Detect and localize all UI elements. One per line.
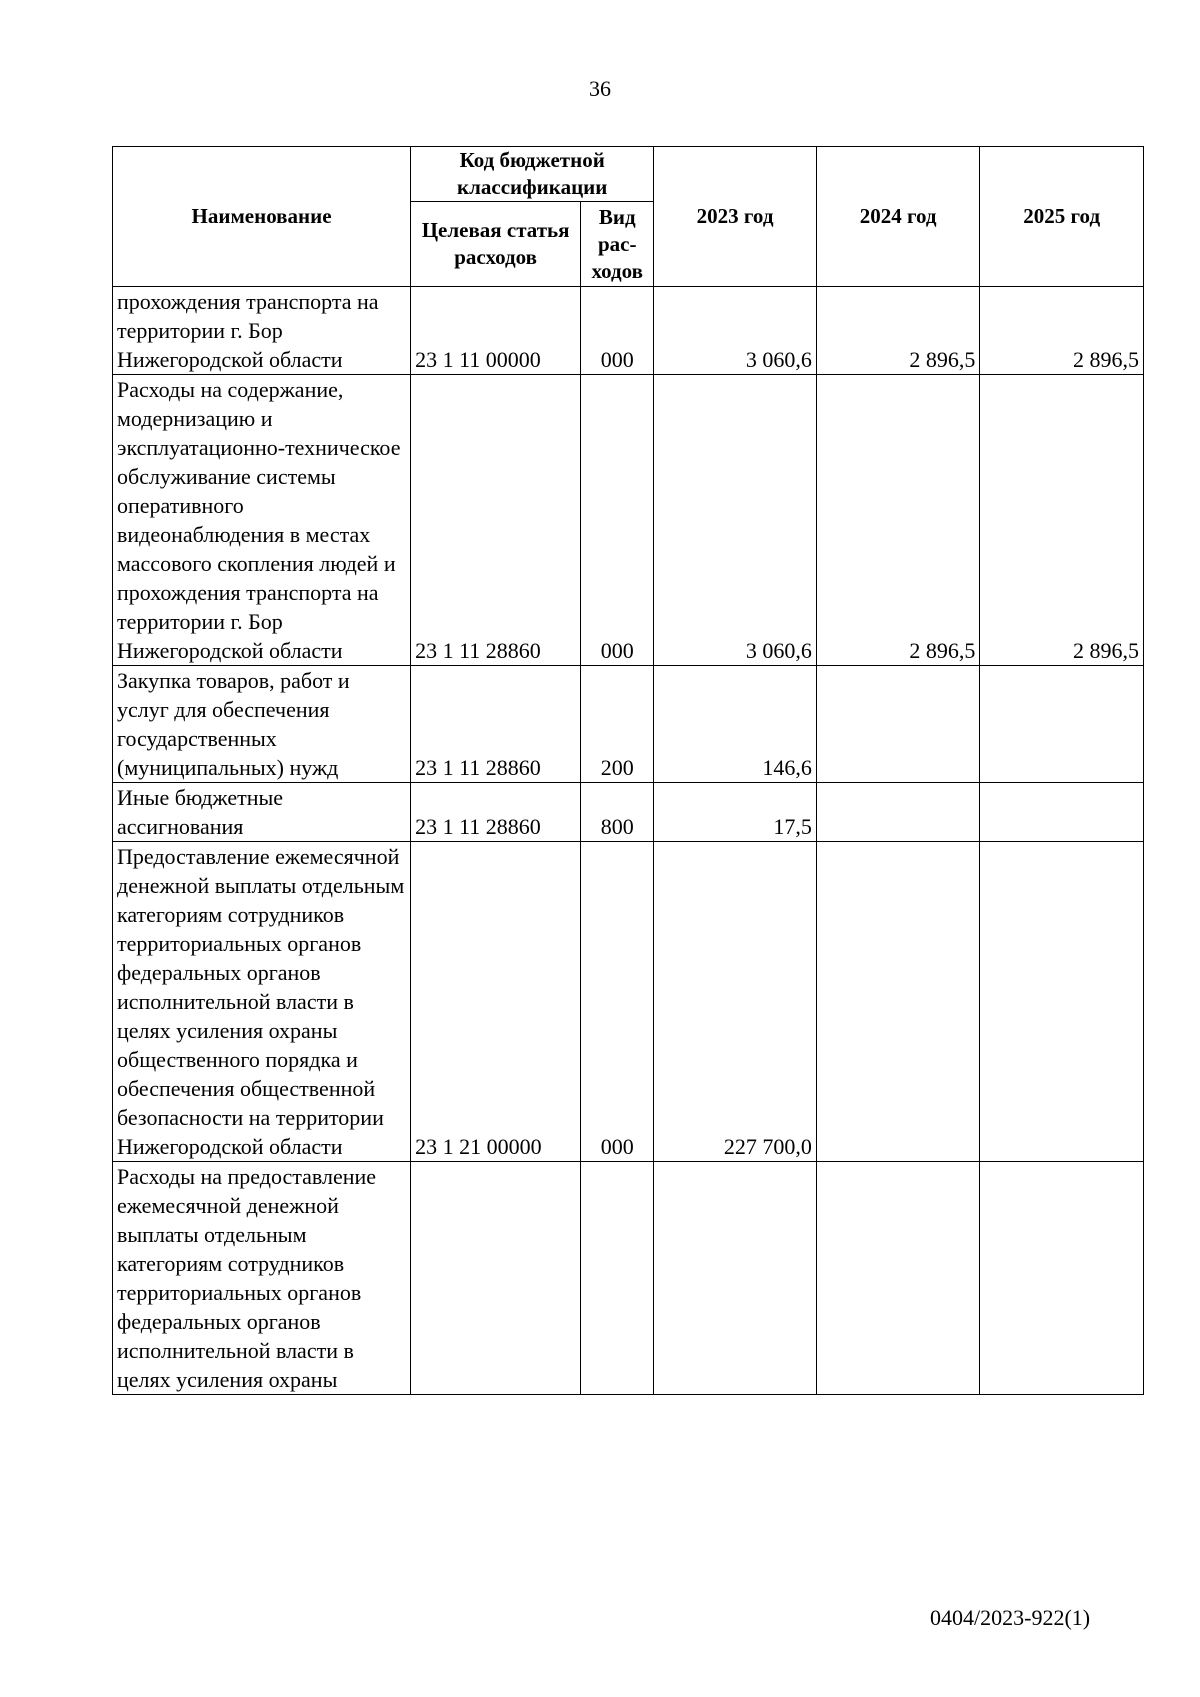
document-code: 0404/2023-922(1) <box>930 1605 1091 1630</box>
row-name: Закупка товаров, работ и услуг для обеспечения государственных (муниципальных) нужд <box>113 666 411 783</box>
row-2024 <box>816 842 980 1162</box>
row-name: прохождения транспорта на территории г. Бор Нижегородской области <box>113 287 411 375</box>
row-target-article: 23 1 11 28860 <box>411 375 581 666</box>
header-2023: 2023 год <box>654 147 817 287</box>
row-2024: 2 896,5 <box>816 375 980 666</box>
row-2023: 227 700,0 <box>654 842 817 1162</box>
row-target-article: 23 1 11 28860 <box>411 666 581 783</box>
row-2025: 2 896,5 <box>980 375 1144 666</box>
row-2023: 3 060,6 <box>654 287 817 375</box>
row-target-article: 23 1 11 28860 <box>411 783 581 842</box>
budget-table <box>112 146 1144 1395</box>
row-2024 <box>816 666 980 783</box>
row-expense-type <box>581 1162 654 1395</box>
table-row <box>113 783 1144 842</box>
row-target-article: 23 1 11 00000 <box>411 287 581 375</box>
header-target-article: Целевая статья расходов <box>411 202 581 287</box>
header-name: Наименование <box>113 147 411 287</box>
table-row <box>113 287 1144 375</box>
row-2023: 17,5 <box>654 783 817 842</box>
row-name: Иные бюджетные ассигнования <box>113 783 411 842</box>
row-2025 <box>980 666 1144 783</box>
header-row-1 <box>113 147 1144 202</box>
row-expense-type: 000 <box>581 375 654 666</box>
row-2023: 3 060,6 <box>654 375 817 666</box>
row-2024: 2 896,5 <box>816 287 980 375</box>
header-code-group: Код бюджетной классификации <box>411 147 654 202</box>
row-2025 <box>980 842 1144 1162</box>
row-expense-type: 000 <box>581 287 654 375</box>
row-target-article: 23 1 21 00000 <box>411 842 581 1162</box>
header-2025: 2025 год <box>980 147 1144 287</box>
table-row <box>113 1162 1144 1395</box>
table-row <box>113 666 1144 783</box>
row-expense-type: 800 <box>581 783 654 842</box>
header-expense-type: Вид рас-ходов <box>581 202 654 287</box>
row-target-article <box>411 1162 581 1395</box>
row-name: Расходы на содержание, модернизацию и эксплуатационно-техническое обслуживание системы оперативного видеонаблюдения в местах массового скопления людей и прохождения транспорта на территории г. Бор Нижегородской области <box>113 375 411 666</box>
page-number: 36 <box>589 76 611 101</box>
row-2024 <box>816 1162 980 1395</box>
row-2025 <box>980 1162 1144 1395</box>
row-expense-type: 200 <box>581 666 654 783</box>
row-2024 <box>816 783 980 842</box>
table-row <box>113 375 1144 666</box>
row-2025 <box>980 783 1144 842</box>
header-2024: 2024 год <box>816 147 980 287</box>
row-expense-type: 000 <box>581 842 654 1162</box>
row-name: Предоставление ежемесячной денежной выплаты отдельным категориям сотрудников территориальных органов федеральных органов исполнительной власти в целях усиления охраны общественного порядка и обеспечения общественной безопасности на территории Нижегородской области <box>113 842 411 1162</box>
row-2023: 146,6 <box>654 666 817 783</box>
row-name: Расходы на предоставление ежемесячной денежной выплаты отдельным категориям сотрудников территориальных органов федеральных органов исполнительной власти в целях усиления охраны <box>113 1162 411 1395</box>
row-2025: 2 896,5 <box>980 287 1144 375</box>
row-2023 <box>654 1162 817 1395</box>
table-row <box>113 842 1144 1162</box>
